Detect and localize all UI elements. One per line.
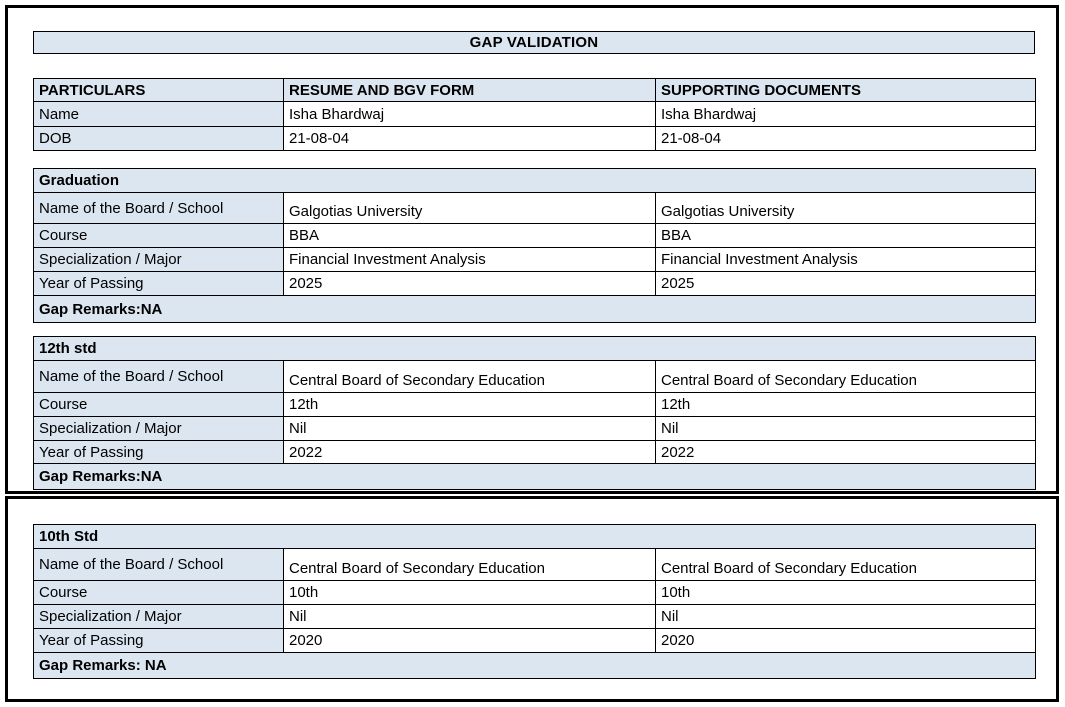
row-label-specialization: Specialization / Major [34,417,284,441]
gap-remarks-row [34,464,1036,490]
table-row-year [34,272,1036,296]
column-header-particulars: PARTICULARS [34,79,284,102]
board-resume-value: Central Board of Secondary Education [284,549,656,581]
row-label-board: Name of the Board / School [34,193,284,224]
section-title-10th: 10th Std [34,525,1036,549]
table-row-board [34,549,1036,581]
row-label-course: Course [34,224,284,248]
course-resume-value: 10th [284,581,656,605]
row-label-name: Name [34,102,284,127]
section-title-12th: 12th std [34,337,1036,361]
year-resume-value: 2025 [284,272,656,296]
gap-remarks-row [34,296,1036,323]
section-header-row [34,525,1036,549]
graduation-table [33,168,1036,323]
specialization-resume-value: Nil [284,417,656,441]
table-row-specialization [34,417,1036,441]
page-title: GAP VALIDATION [469,34,599,51]
course-supporting-value: 12th [656,393,1036,417]
gap-remarks-12th: Gap Remarks:NA [34,464,1036,490]
specialization-supporting-value: Nil [656,417,1036,441]
column-header-resume-bgv: RESUME AND BGV FORM [284,79,656,102]
table-row-name [34,102,1036,127]
column-header-supporting-docs: SUPPORTING DOCUMENTS [656,79,1036,102]
section-header-row [34,337,1036,361]
board-supporting-value: Central Board of Secondary Education [656,549,1036,581]
table-row-dob [34,127,1036,151]
table-row-specialization [34,605,1036,629]
board-supporting-value: Galgotias University [656,193,1036,224]
row-label-course: Course [34,581,284,605]
table-row-year [34,441,1036,464]
course-supporting-value: 10th [656,581,1036,605]
gap-remarks-10th: Gap Remarks: NA [34,653,1036,679]
table-row-board [34,193,1036,224]
board-resume-value: Galgotias University [284,193,656,224]
year-resume-value: 2022 [284,441,656,464]
course-supporting-value: BBA [656,224,1036,248]
table-row-specialization [34,248,1036,272]
table-header-row [34,79,1036,102]
row-label-board: Name of the Board / School [34,549,284,581]
section-header-row [34,169,1036,193]
year-supporting-value: 2020 [656,629,1036,653]
row-label-course: Course [34,393,284,417]
table-row-board [34,361,1036,393]
specialization-supporting-value: Financial Investment Analysis [656,248,1036,272]
row-label-board: Name of the Board / School [34,361,284,393]
section-title-graduation: Graduation [34,169,1036,193]
year-resume-value: 2020 [284,629,656,653]
name-supporting-value: Isha Bhardwaj [656,102,1036,127]
specialization-supporting-value: Nil [656,605,1036,629]
course-resume-value: 12th [284,393,656,417]
table-row-course [34,224,1036,248]
row-label-year: Year of Passing [34,629,284,653]
year-supporting-value: 2025 [656,272,1036,296]
course-resume-value: BBA [284,224,656,248]
row-label-dob: DOB [34,127,284,151]
gap-remarks-graduation: Gap Remarks:NA [34,296,1036,323]
row-label-specialization: Specialization / Major [34,248,284,272]
dob-resume-value: 21-08-04 [284,127,656,151]
document-title-bar [33,31,1035,54]
table-row-course [34,581,1036,605]
tenth-std-table [33,524,1036,679]
row-label-year: Year of Passing [34,441,284,464]
table-row-course [34,393,1036,417]
gap-remarks-row [34,653,1036,679]
year-supporting-value: 2022 [656,441,1036,464]
row-label-year: Year of Passing [34,272,284,296]
row-label-specialization: Specialization / Major [34,605,284,629]
personal-info-table [33,78,1036,151]
name-resume-value: Isha Bhardwaj [284,102,656,127]
board-resume-value: Central Board of Secondary Education [284,361,656,393]
dob-supporting-value: 21-08-04 [656,127,1036,151]
board-supporting-value: Central Board of Secondary Education [656,361,1036,393]
specialization-resume-value: Nil [284,605,656,629]
table-row-year [34,629,1036,653]
specialization-resume-value: Financial Investment Analysis [284,248,656,272]
twelfth-std-table [33,336,1036,490]
